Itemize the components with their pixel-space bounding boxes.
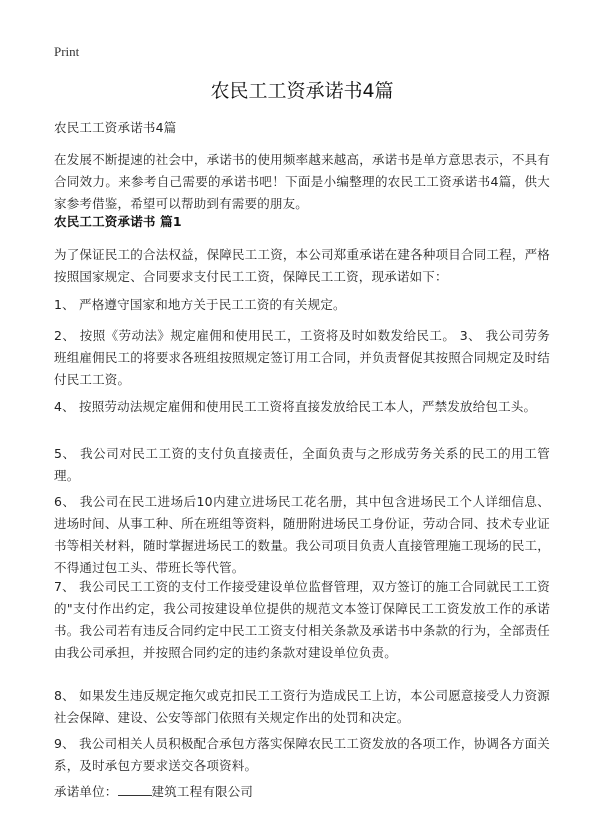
clause-1: 1、 严格遵守国家和地方关于民工工资的有关规定。 [54, 297, 346, 312]
sign-company: 建筑工程有限公司 [151, 784, 254, 799]
clause-4: 4、 按照劳动法规定雇佣和使用民工工资将直接发放给民工本人，严禁发放给包工头。 [54, 399, 537, 414]
document-subtitle: 农民工工资承诺书4篇 [54, 120, 177, 135]
clause-5: 5、 我公司对民工工资的支付负直接责任，全面负责与之形成劳务关系的民工的用工管理。 [54, 446, 550, 483]
page-title: 农民工工资承诺书4篇 [210, 80, 394, 102]
section-heading: 农民工工资承诺书 篇1 [54, 214, 182, 229]
lead-paragraph: 为了保证民工的合法权益，保障民工工资，本公司郑重承诺在建各种项目合同工程，严格按照国家规定、合同要求支付民工工资，保障民工工资，现承诺如下： [54, 247, 550, 284]
clause-8: 8、 如果发生违反规定拖欠或克扣民工工资行为造成民工上访，本公司愿意接受人力资源社会保障、建设、公安等部门依照有关规定作出的处罚和决定。 [54, 688, 550, 725]
sign-label: 承诺单位： [54, 784, 118, 799]
intro-paragraph: 在发展不断提速的社会中，承诺书的使用频率越来越高，承诺书是单方意思表示，不具有合同效力。来参考自己需要的承诺书吧！下面是小编整理的农民工工资承诺书4篇，供大家参考借鉴，希望可以帮助到有需要的朋友。 [54, 152, 550, 211]
signature-line [54, 781, 550, 803]
clause-7: 7、 我公司民工工资的支付工作接受建设单位监督管理，双方签订的施工合同就民工工资的"支付作出约定，我公司按建设单位提供的规范文本签订保障民工工资发放工作的承诺书。我公司若有违反合同约定中民工工资支付相关条款及承诺书中条款的行为，全部责任由我公司承担，并按照合同约定的违约条款对建设单位负责。 [54, 579, 550, 660]
clause-9: 9、 我公司相关人员积极配合承包方落实保障农民工工资发放的各项工作，协调各方面关系，及时承包方要求送交各项资料。 [54, 736, 550, 773]
print-label: Print [54, 44, 80, 59]
clause-2-3: 2、 按照《劳动法》规定雇佣和使用民工，工资将及时如数发给民工。 3、 我公司劳务班组雇佣民工的将要求各班组按照规定签订用工合同，并负责督促其按照合同规定及时结付民工工资。 [54, 328, 550, 387]
clause-6: 6、 我公司在民工进场后10内建立进场民工花名册，其中包含进场民工个人详细信息、进场时间、从事工种、所在班组等资料，随册附进场民工身份证，劳动合同、技术专业证书等相关材料，随时掌握进场民工的数量。我公司项目负责人直接管理施工现场的民工，不得通过包工头、带班长等代管。 [54, 494, 550, 575]
sign-blank [118, 781, 152, 796]
